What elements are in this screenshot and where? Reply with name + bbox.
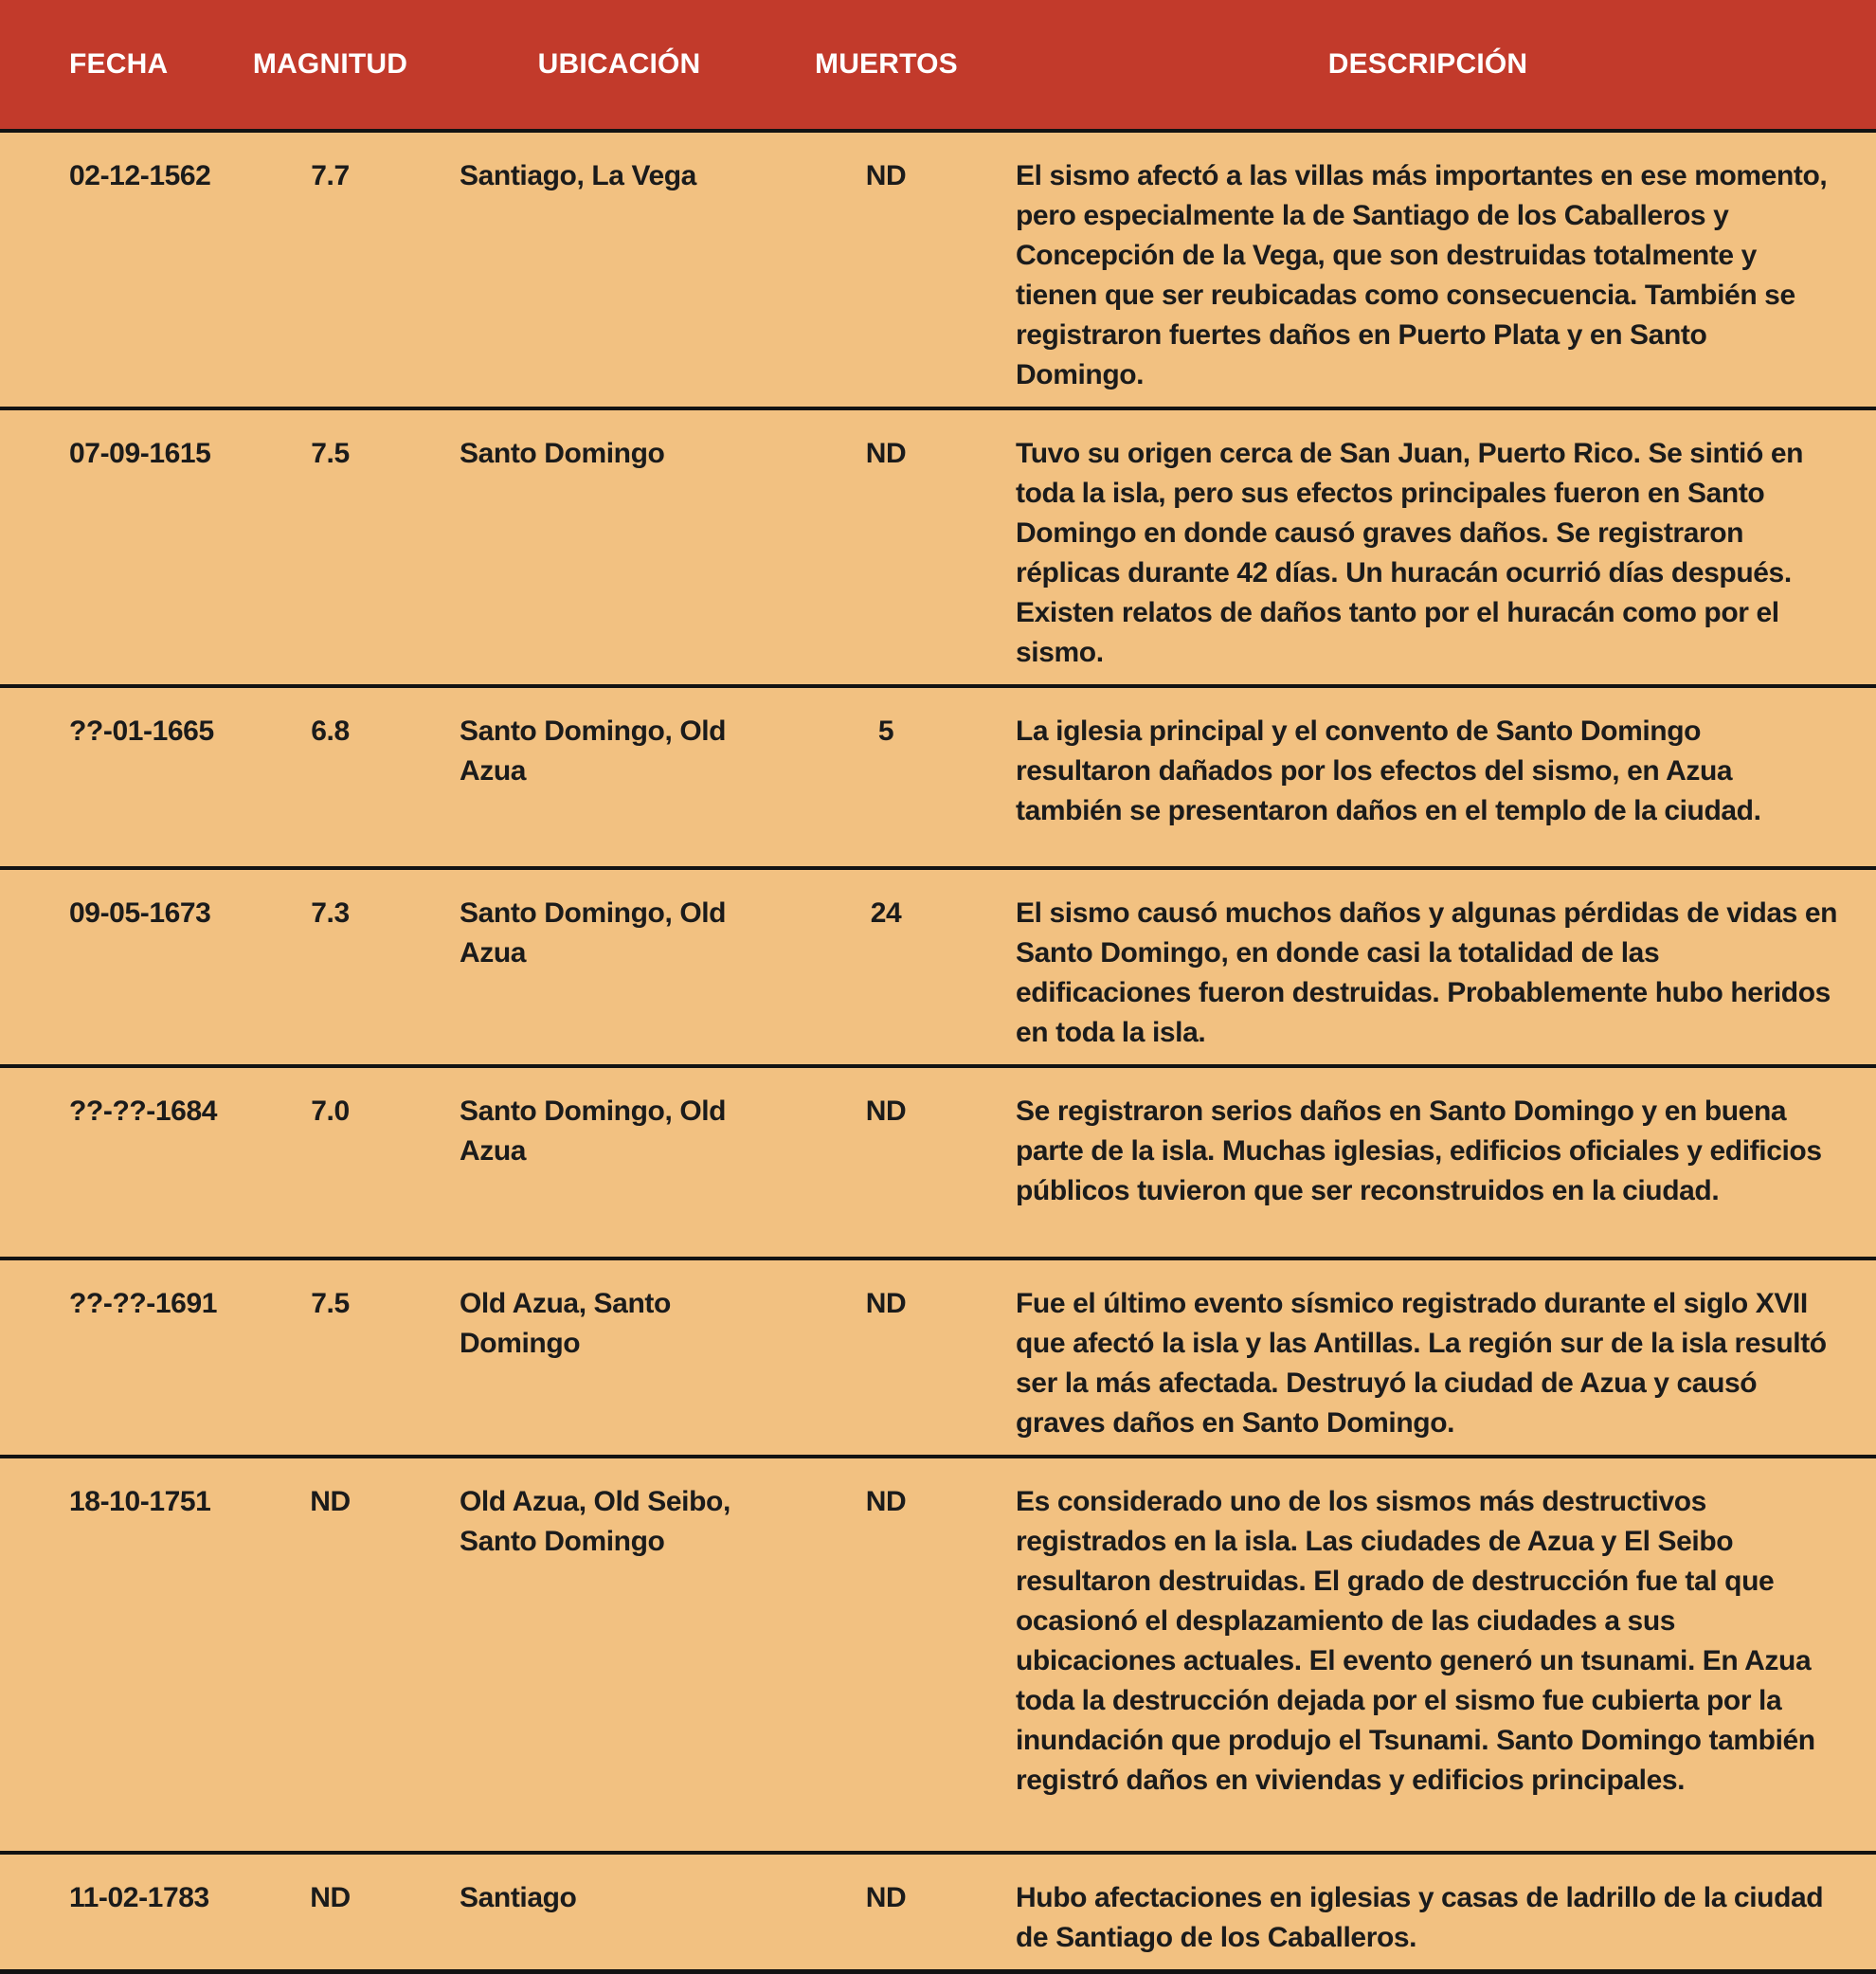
cell-descripcion: El sismo causó muchos daños y algunas pérdidas de vidas en Santo Domingo, en donde casi la totalidad de las edificaciones fueron destruidas. Probablemente hubo heridos en toda la isla. (957, 868, 1876, 1066)
column-header-muertos: MUERTOS (815, 0, 957, 131)
cell-ubicacion: Santo Domingo, Old Azua (424, 686, 815, 868)
table-body (0, 131, 1876, 1972)
cell-magnitud: ND (237, 1853, 424, 1972)
cell-ubicacion: Santiago (424, 1853, 815, 1972)
table-row (0, 686, 1876, 868)
cell-magnitud: 7.0 (237, 1066, 424, 1259)
column-header-fecha: FECHA (0, 0, 237, 131)
cell-fecha: 18-10-1751 (0, 1457, 237, 1853)
cell-muertos: ND (815, 1259, 957, 1457)
cell-magnitud: ND (237, 1457, 424, 1853)
cell-ubicacion: Santo Domingo, Old Azua (424, 1066, 815, 1259)
cell-muertos: 5 (815, 686, 957, 868)
header-row (0, 0, 1876, 131)
cell-magnitud: 7.7 (237, 131, 424, 408)
table-row (0, 868, 1876, 1066)
cell-magnitud: 6.8 (237, 686, 424, 868)
cell-magnitud: 7.3 (237, 868, 424, 1066)
cell-ubicacion: Santo Domingo, Old Azua (424, 868, 815, 1066)
cell-muertos: ND (815, 1066, 957, 1259)
cell-fecha: 02-12-1562 (0, 131, 237, 408)
cell-descripcion: Tuvo su origen cerca de San Juan, Puerto Rico. Se sintió en toda la isla, pero sus efectos principales fueron en Santo Domingo en donde causó graves daños. Se registraron réplicas durante 42 días. Un huracán ocurrió días después. Existen relatos de daños tanto por el huracán como por el sismo. (957, 408, 1876, 686)
cell-muertos: ND (815, 1853, 957, 1972)
table-row (0, 131, 1876, 408)
table-row (0, 1853, 1876, 1972)
cell-muertos: ND (815, 408, 957, 686)
cell-descripcion: La iglesia principal y el convento de Santo Domingo resultaron dañados por los efectos del sismo, en Azua también se presentaron daños en el templo de la ciudad. (957, 686, 1876, 868)
column-header-ubicacion: UBICACIÓN (424, 0, 815, 131)
cell-descripcion: El sismo afectó a las villas más importantes en ese momento, pero especialmente la de Santiago de los Caballeros y Concepción de la Vega, que son destruidas totalmente y tienen que ser reubicadas como consecuencia. También se registraron fuertes daños en Puerto Plata y en Santo Domingo. (957, 131, 1876, 408)
cell-muertos: ND (815, 131, 957, 408)
column-header-descripcion: DESCRIPCIÓN (957, 0, 1876, 131)
cell-muertos: 24 (815, 868, 957, 1066)
cell-fecha: 09-05-1673 (0, 868, 237, 1066)
cell-magnitud: 7.5 (237, 408, 424, 686)
cell-magnitud: 7.5 (237, 1259, 424, 1457)
cell-fecha: ??-??-1691 (0, 1259, 237, 1457)
table-row (0, 1066, 1876, 1259)
cell-muertos: ND (815, 1457, 957, 1853)
cell-ubicacion: Santiago, La Vega (424, 131, 815, 408)
cell-fecha: ??-??-1684 (0, 1066, 237, 1259)
table-row (0, 1259, 1876, 1457)
cell-fecha: 11-02-1783 (0, 1853, 237, 1972)
cell-ubicacion: Old Azua, Old Seibo, Santo Domingo (424, 1457, 815, 1853)
cell-ubicacion: Old Azua, Santo Domingo (424, 1259, 815, 1457)
table-header (0, 0, 1876, 131)
cell-ubicacion: Santo Domingo (424, 408, 815, 686)
table-row (0, 1457, 1876, 1853)
cell-fecha: 07-09-1615 (0, 408, 237, 686)
table-row (0, 408, 1876, 686)
cell-descripcion: Hubo afectaciones en iglesias y casas de ladrillo de la ciudad de Santiago de los Caballeros. (957, 1853, 1876, 1972)
cell-fecha: ??-01-1665 (0, 686, 237, 868)
cell-descripcion: Es considerado uno de los sismos más destructivos registrados en la isla. Las ciudades de Azua y El Seibo resultaron destruidas. El grado de destrucción fue tal que ocasionó el desplazamiento de las ciudades a sus ubicaciones actuales. El evento generó un tsunami. En Azua toda la destrucción dejada por el sismo fue cubierta por la inundación que produjo el Tsunami. Santo Domingo también registró daños en viviendas y edificios principales. (957, 1457, 1876, 1853)
cell-descripcion: Se registraron serios daños en Santo Domingo y en buena parte de la isla. Muchas iglesias, edificios oficiales y edificios públicos tuvieron que ser reconstruidos en la ciudad. (957, 1066, 1876, 1259)
column-header-magnitud: MAGNITUD (237, 0, 424, 131)
cell-descripcion: Fue el último evento sísmico registrado durante el siglo XVII que afectó la isla y las Antillas. La región sur de la isla resultó ser la más afectada. Destruyó la ciudad de Azua y causó graves daños en Santo Domingo. (957, 1259, 1876, 1457)
